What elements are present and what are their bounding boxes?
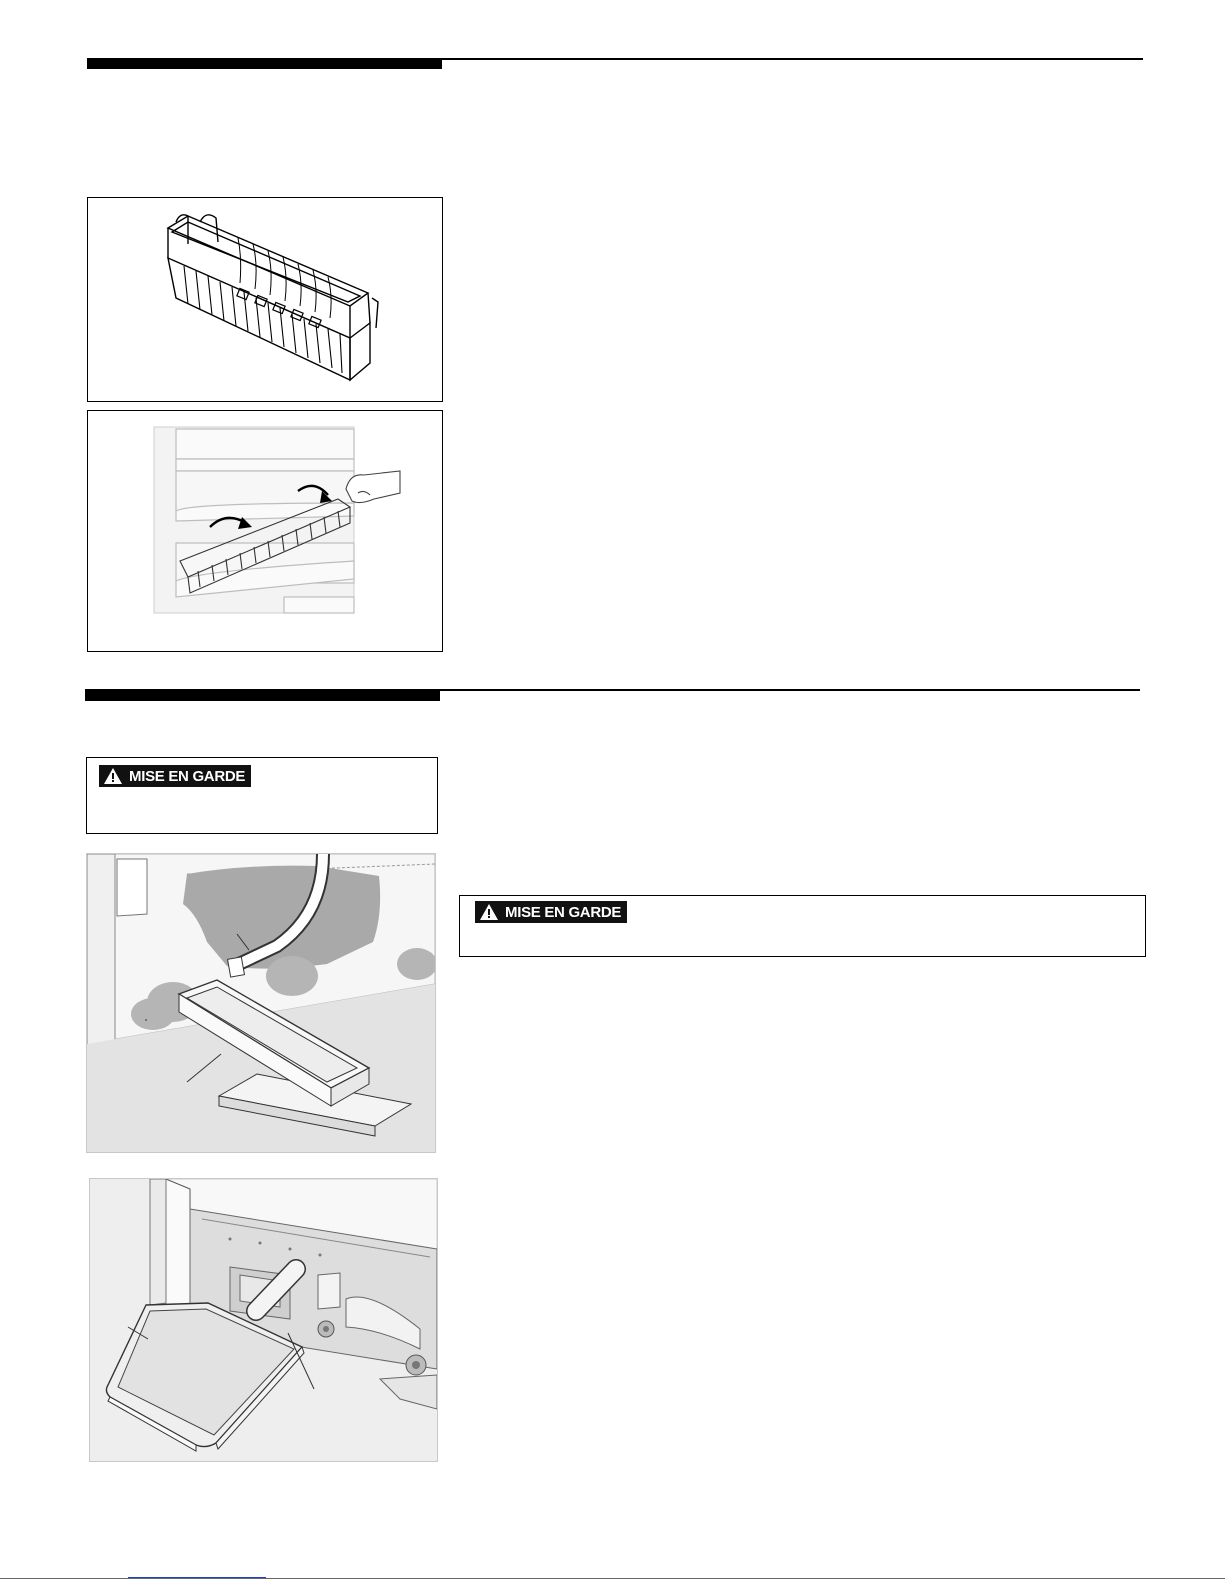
footer-link-underline[interactable] — [128, 1576, 266, 1578]
warning-label-right-text: MISE EN GARDE — [505, 903, 622, 921]
drain-pan-illustration — [87, 854, 435, 1152]
figure-drain-pan-under-drawer — [89, 1178, 438, 1462]
section-2-rule-thin — [440, 689, 1140, 691]
warning-label-left-text: MISE EN GARDE — [129, 767, 246, 785]
warning-label-right — [475, 901, 627, 923]
section-1-rule-thick — [87, 58, 442, 69]
figure-drain-hose-pan — [86, 853, 436, 1153]
warning-triangle-icon — [103, 767, 123, 785]
warning-box-right — [459, 895, 1146, 957]
pan-under-drawer-illustration — [90, 1179, 437, 1461]
section-1-rule-thin — [442, 58, 1143, 60]
warning-triangle-icon — [479, 903, 499, 921]
footer-rule — [0, 1578, 1225, 1579]
figure-freezer-basket — [87, 197, 443, 402]
figure-drawer-basket-install — [87, 410, 443, 652]
freezer-basket-illustration — [88, 198, 442, 401]
drawer-basket-illustration — [88, 411, 442, 651]
section-2-rule-thick — [85, 689, 440, 701]
warning-label-left — [99, 765, 251, 787]
warning-box-left — [86, 757, 438, 834]
